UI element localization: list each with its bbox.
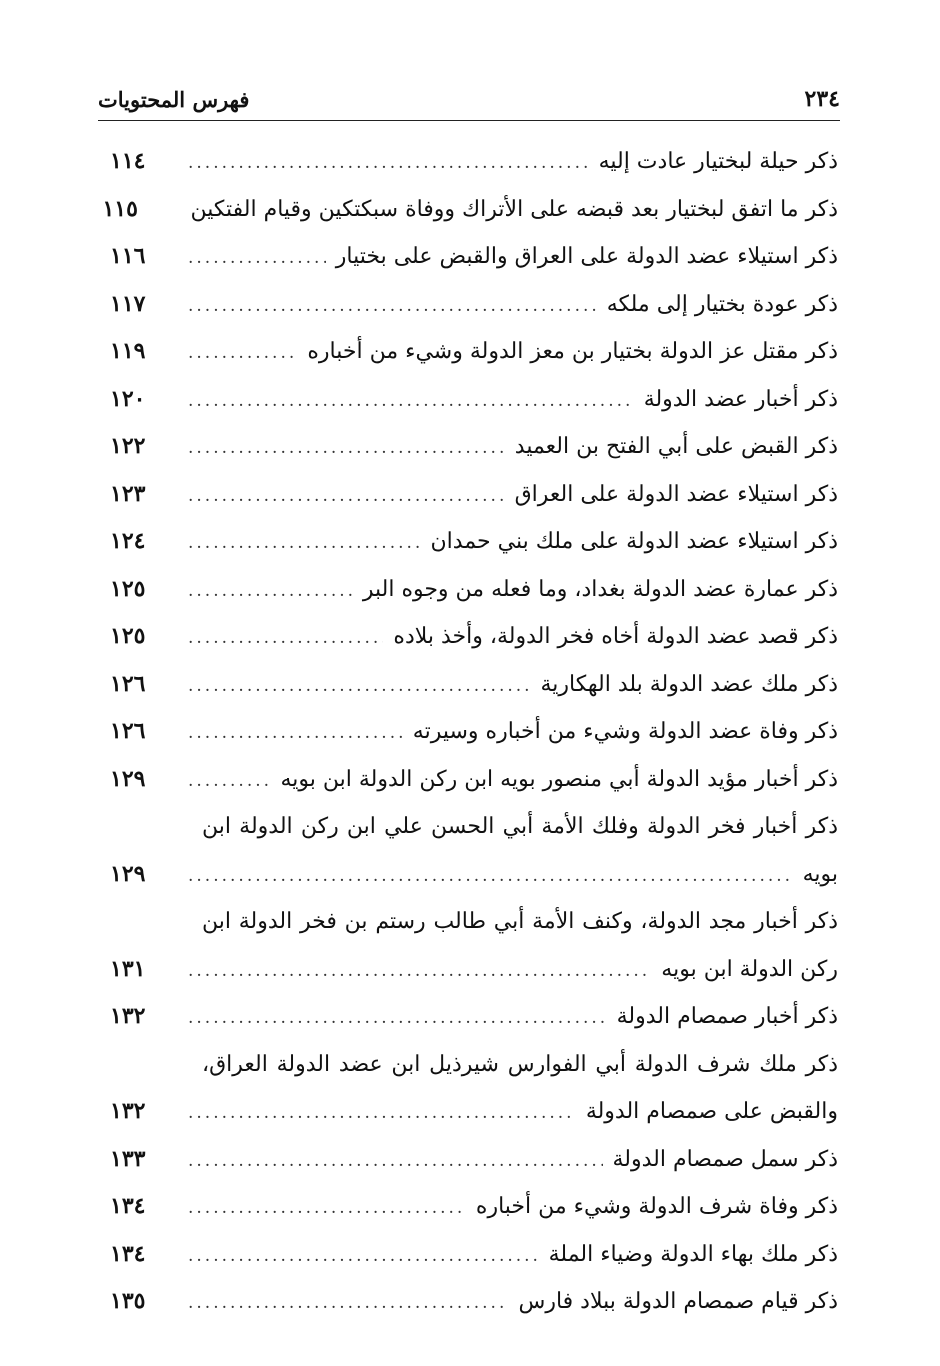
toc-entry-title: ذكر ملك بهاء الدولة وضياء الملة bbox=[548, 1241, 838, 1267]
toc-entry-row bbox=[110, 233, 838, 281]
toc-entry-page-number: ١٣١ bbox=[110, 955, 146, 982]
dot-leader bbox=[188, 663, 530, 711]
dot-leader bbox=[188, 473, 505, 521]
toc-entry[interactable] bbox=[110, 471, 838, 519]
dot-leader bbox=[188, 948, 651, 996]
toc-entry-page-number: ١٣٣ bbox=[110, 1145, 146, 1172]
toc-entry-title: ذكر ما اتفق لبختيار بعد قبضه على الأتراك ووفاة سبكتكين وقيام الفتكين bbox=[190, 196, 838, 222]
toc-entry-title: ذكر قيام صمصام الدولة ببلاد فارس bbox=[518, 1289, 838, 1314]
dot-leader bbox=[188, 853, 793, 901]
toc-entry[interactable] bbox=[110, 1183, 838, 1231]
toc-entry-title: ذكر وفاة شرف الدولة وشيء من أخباره bbox=[475, 1194, 838, 1219]
toc-entry-row bbox=[110, 851, 838, 899]
page-header bbox=[98, 80, 840, 121]
toc-entry[interactable] bbox=[110, 376, 838, 424]
toc-entry-title: والقبض على صمصام الدولة bbox=[585, 1099, 838, 1124]
toc-entry-title-line: ذكر ملك شرف الدولة أبي الفوارس شيرذيل ابن عضد الدولة العراق، bbox=[202, 1051, 838, 1077]
toc-entry-title: ذكر قصد عضد الدولة أخاه فخر الدولة، وأخذ بلاده bbox=[393, 624, 838, 649]
dot-leader bbox=[188, 378, 634, 426]
toc-entry-row bbox=[110, 756, 838, 804]
running-title: فهرس المحتويات bbox=[98, 87, 250, 112]
toc-entry-title: ركن الدولة ابن بويه bbox=[661, 956, 838, 982]
toc-entry-row bbox=[110, 1231, 838, 1279]
toc-entry-page-number: ١١٩ bbox=[110, 338, 146, 364]
toc-entry-title: ذكر وفاة عضد الدولة وشيء من أخباره وسيرته bbox=[412, 719, 838, 744]
toc-entry-title: ذكر أخبار عضد الدولة bbox=[643, 386, 838, 412]
toc-entry[interactable] bbox=[110, 281, 838, 329]
dot-leader bbox=[188, 1138, 603, 1186]
toc-entry-row bbox=[110, 518, 838, 566]
toc-entry-row bbox=[110, 946, 838, 994]
toc-entry-title: بويه bbox=[802, 861, 838, 887]
toc-entry-page-number: ١٢٢ bbox=[110, 433, 146, 459]
toc-entry[interactable] bbox=[110, 328, 838, 376]
toc-entry-title: ذكر أخبار صمصام الدولة bbox=[616, 1004, 838, 1029]
toc-entry-page-number: ١٢٦ bbox=[110, 718, 146, 744]
dot-leader bbox=[188, 568, 353, 616]
dot-leader bbox=[188, 235, 326, 283]
toc-entry-title: ذكر استيلاء عضد الدولة على ملك بني حمدان bbox=[430, 529, 838, 554]
toc-entry-page-number: ١٣٢ bbox=[110, 1098, 146, 1124]
toc-entry-row bbox=[110, 138, 838, 186]
toc-entry-page-number: ١٢٠ bbox=[110, 385, 146, 412]
toc-entry[interactable] bbox=[110, 661, 838, 709]
toc-entry-page-number: ١٢٥ bbox=[110, 575, 146, 602]
toc-entry-title-line: ذكر أخبار مجد الدولة، وكنف الأمة أبي طالب رستم بن فخر الدولة ابن bbox=[202, 909, 838, 934]
toc-entry-row bbox=[110, 566, 838, 614]
toc-entry-page-number: ١٣٥ bbox=[110, 1288, 146, 1314]
dot-leader bbox=[188, 758, 271, 806]
toc-entry-title-line: ذكر أخبار فخر الدولة وفلك الأمة أبي الحسن علي ابن ركن الدولة ابن bbox=[202, 814, 838, 839]
toc-entry-title: ذكر عودة بختيار إلى ملكه bbox=[606, 291, 838, 317]
toc-entry-page-number: ١٢٦ bbox=[110, 670, 146, 697]
toc-entry[interactable] bbox=[110, 518, 838, 566]
toc-entry[interactable] bbox=[110, 423, 838, 471]
toc-entry-page-number: ١١٥ bbox=[102, 195, 138, 222]
toc-entry-title: ذكر سمل صمصام الدولة bbox=[612, 1146, 838, 1172]
toc-entry-row bbox=[110, 1136, 838, 1184]
dot-leader bbox=[188, 615, 383, 663]
toc-entry-row bbox=[110, 708, 838, 756]
dot-leader bbox=[188, 1280, 508, 1328]
toc-entry-page-number: ١٣٢ bbox=[110, 1003, 146, 1029]
toc-entry-page-number: ١٢٤ bbox=[110, 528, 146, 554]
toc-entry-page-number: ١١٧ bbox=[110, 290, 146, 317]
dot-leader bbox=[188, 140, 589, 188]
toc-entry-row bbox=[110, 281, 838, 329]
toc-entry[interactable] bbox=[110, 1278, 838, 1326]
toc-entry-row bbox=[110, 1183, 838, 1231]
toc-entry-title: ذكر حيلة لبختيار عادت إليه bbox=[598, 149, 838, 174]
toc-entry-title: ذكر مقتل عز الدولة بختيار بن معز الدولة وشيء من أخباره bbox=[307, 339, 838, 364]
toc-entry-row bbox=[110, 328, 838, 376]
toc-entry-title: ذكر استيلاء عضد الدولة على العراق والقبض على بختيار bbox=[335, 244, 838, 269]
toc-entry[interactable] bbox=[110, 1136, 838, 1184]
toc-entry[interactable] bbox=[102, 186, 838, 234]
toc-entry[interactable] bbox=[110, 1231, 838, 1279]
dot-leader bbox=[188, 710, 403, 758]
toc-entry-page-number: ١٢٩ bbox=[110, 860, 146, 887]
toc-entry[interactable] bbox=[110, 138, 838, 186]
toc-entry-page-number: ١١٤ bbox=[110, 148, 146, 174]
page-number: ٢٣٤ bbox=[804, 86, 840, 112]
toc-entry-title: ذكر عمارة عضد الدولة بغداد، وما فعله من وجوه البر bbox=[362, 576, 838, 602]
toc-entry-row bbox=[102, 186, 838, 234]
toc-entry-row bbox=[110, 993, 838, 1041]
toc-entry[interactable] bbox=[110, 566, 838, 614]
toc-entry-title: ذكر استيلاء عضد الدولة على العراق bbox=[514, 481, 838, 507]
toc-entry-title: ذكر أخبار مؤيد الدولة أبي منصور بويه ابن ركن الدولة ابن بويه bbox=[280, 766, 838, 792]
toc-entry[interactable] bbox=[110, 756, 838, 804]
toc-entry-row bbox=[110, 613, 838, 661]
dot-leader bbox=[188, 425, 505, 473]
dot-leader bbox=[188, 283, 597, 331]
toc-entry-row bbox=[110, 376, 838, 424]
dot-leader bbox=[188, 995, 607, 1043]
toc-entry-title: ذكر ملك عضد الدولة بلد الهكارية bbox=[540, 671, 838, 697]
dot-leader bbox=[188, 330, 297, 378]
toc-entry[interactable] bbox=[110, 233, 838, 281]
dot-leader bbox=[188, 520, 421, 568]
toc-entry[interactable] bbox=[110, 898, 838, 993]
toc-entry-row bbox=[110, 471, 838, 519]
toc-entry-row bbox=[110, 423, 838, 471]
toc-entry-title: ذكر القبض على أبي الفتح بن العميد bbox=[514, 434, 838, 459]
toc-entry-row bbox=[110, 1088, 838, 1136]
toc-entry-page-number: ١٣٤ bbox=[110, 1193, 146, 1219]
toc-entry[interactable] bbox=[110, 613, 838, 661]
toc-entry[interactable] bbox=[110, 1041, 838, 1136]
toc-entry-page-number: ١١٦ bbox=[110, 243, 146, 269]
toc-entry-page-number: ١٢٣ bbox=[110, 480, 146, 507]
dot-leader bbox=[188, 1233, 539, 1281]
toc-entry-row bbox=[110, 1278, 838, 1326]
toc-entry[interactable] bbox=[110, 803, 838, 898]
toc-entry[interactable] bbox=[110, 993, 838, 1041]
toc-entry[interactable] bbox=[110, 708, 838, 756]
toc-entry-row bbox=[110, 661, 838, 709]
toc-entry-page-number: ١٢٩ bbox=[110, 765, 146, 792]
toc-entry-page-number: ١٣٤ bbox=[110, 1240, 146, 1267]
toc-entry-page-number: ١٢٥ bbox=[110, 623, 146, 649]
dot-leader bbox=[188, 1090, 576, 1138]
dot-leader bbox=[188, 1185, 466, 1233]
table-of-contents bbox=[102, 138, 838, 1326]
